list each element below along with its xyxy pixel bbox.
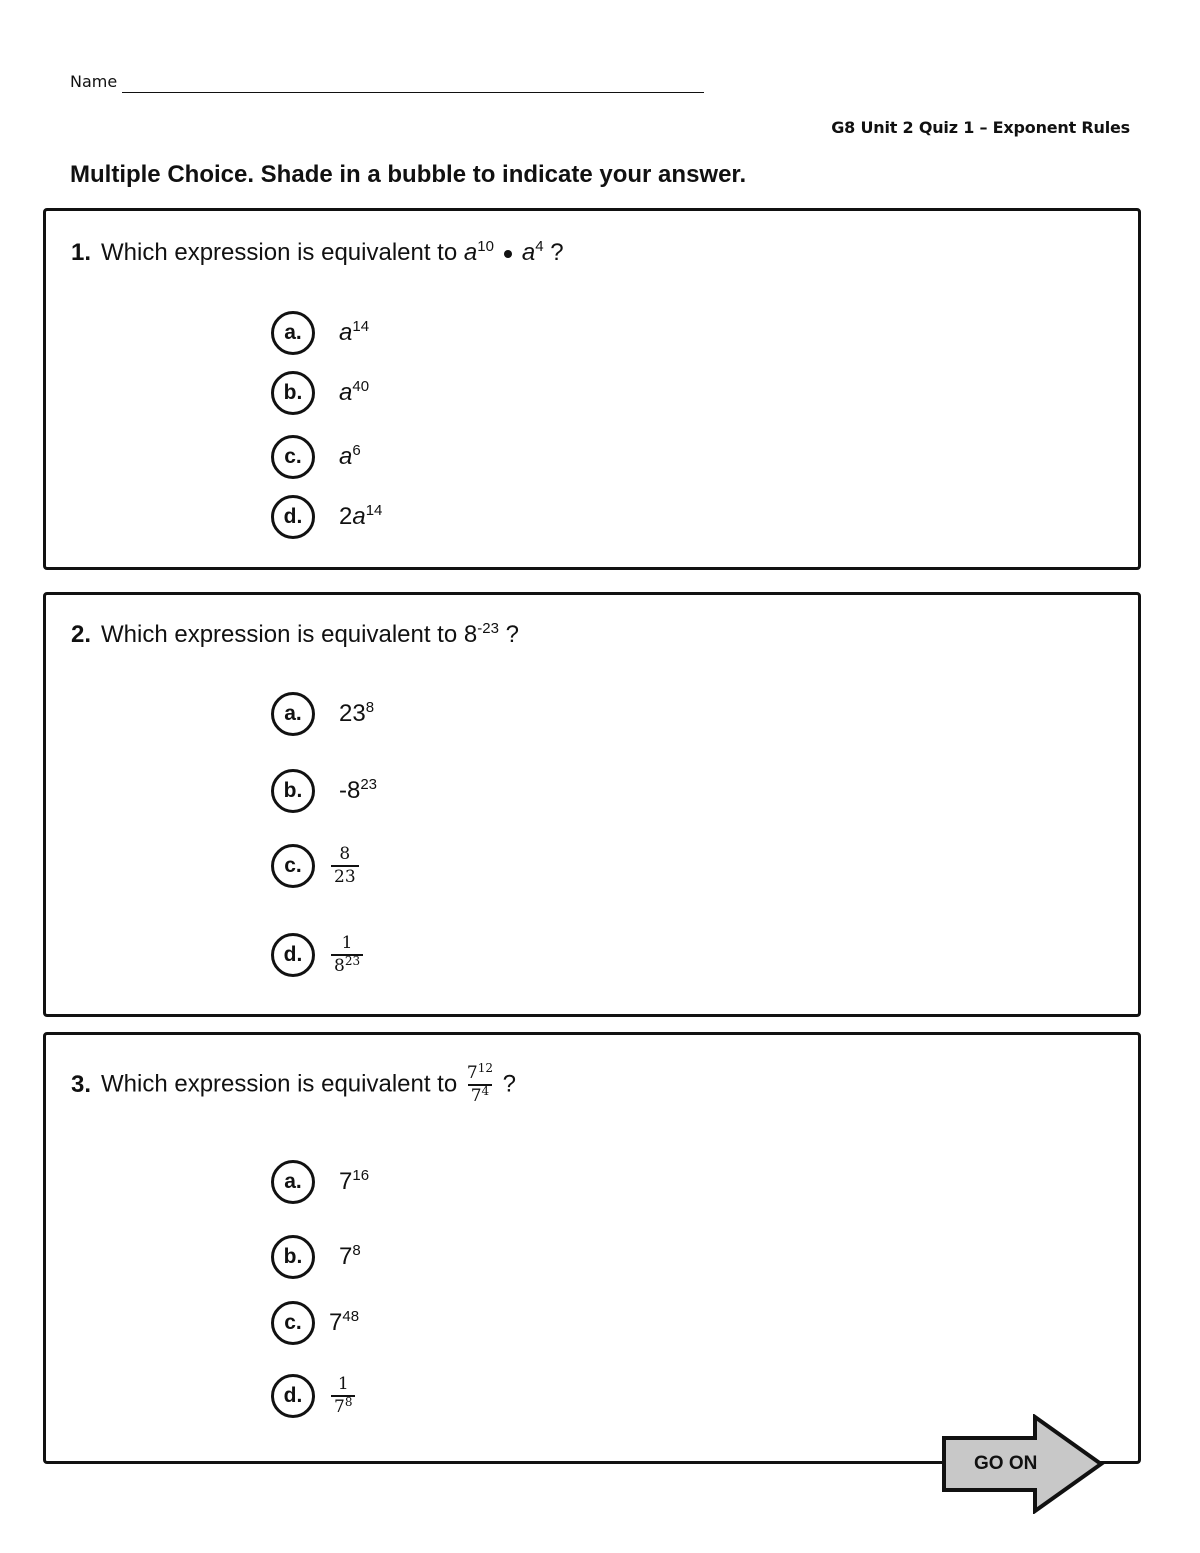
answer-bubble[interactable]: b. bbox=[271, 769, 315, 813]
answer-bubble[interactable]: d. bbox=[271, 495, 315, 539]
expr-base: 8 bbox=[463, 621, 478, 648]
answer-bubble[interactable]: c. bbox=[271, 844, 315, 888]
answer-text bbox=[334, 933, 363, 978]
question-mark: ? bbox=[550, 239, 564, 266]
answer-bubble[interactable]: b. bbox=[271, 371, 315, 415]
question-3-box bbox=[43, 1032, 1141, 1464]
expr-exponent: 10 bbox=[477, 238, 494, 255]
question-2-box bbox=[43, 592, 1141, 1017]
question-3-prompt bbox=[71, 1063, 516, 1108]
answer-text bbox=[334, 1374, 355, 1419]
answer-bubble[interactable]: c. bbox=[271, 435, 315, 479]
go-on-label: GO ON bbox=[974, 1453, 1038, 1474]
answer-bubble[interactable]: a. bbox=[271, 311, 315, 355]
answer-text bbox=[334, 844, 359, 889]
choice-2a[interactable] bbox=[271, 692, 374, 736]
choice-1a[interactable] bbox=[271, 311, 369, 355]
question-2-prompt bbox=[71, 621, 519, 649]
answer-bubble[interactable]: b. bbox=[271, 1235, 315, 1279]
quiz-title: G8 Unit 2 Quiz 1 – Exponent Rules bbox=[831, 118, 1130, 137]
instructions: Multiple Choice. Shade in a bubble to indicate your answer. bbox=[70, 161, 747, 188]
choice-3a[interactable] bbox=[271, 1160, 369, 1204]
answer-text: $7^8$ bbox=[339, 1242, 361, 1270]
answer-text: $7^{48}$ bbox=[329, 1308, 360, 1336]
question-mark: ? bbox=[505, 621, 519, 648]
expr-base: a bbox=[463, 239, 478, 266]
answer-text: $a^{40}$ bbox=[339, 378, 370, 406]
name-underline bbox=[122, 92, 704, 93]
question-number: 1. bbox=[71, 239, 92, 266]
answer-text: $a^{14}$ bbox=[339, 318, 370, 346]
question-mark: ? bbox=[502, 1070, 517, 1098]
choice-2d[interactable] bbox=[271, 933, 363, 978]
question-text: Which expression is equivalent to bbox=[101, 239, 458, 266]
choice-3b[interactable] bbox=[271, 1235, 361, 1279]
choice-2c[interactable] bbox=[271, 844, 359, 889]
answer-text: $-8^{23}$ bbox=[339, 776, 378, 804]
name-label: Name bbox=[70, 72, 118, 91]
answer-bubble[interactable]: d. bbox=[271, 933, 315, 977]
question-text: Which expression is equivalent to bbox=[101, 621, 458, 648]
question-1-prompt bbox=[71, 239, 564, 267]
choice-1b[interactable] bbox=[271, 371, 369, 415]
answer-text: $2a^{14}$ bbox=[339, 502, 383, 530]
expr-fraction: $\frac{7^{12}}{7^4}$ bbox=[466, 1061, 493, 1107]
answer-bubble[interactable]: a. bbox=[271, 1160, 315, 1204]
name-field[interactable] bbox=[70, 72, 710, 96]
answer-bubble[interactable]: a. bbox=[271, 692, 315, 736]
expr-exponent: -23 bbox=[477, 620, 499, 637]
fraction: $\frac{1}{8^{23}}$ bbox=[331, 933, 363, 978]
multiply-dot-icon bbox=[504, 250, 512, 258]
question-number: 2. bbox=[71, 621, 92, 648]
question-1-box bbox=[43, 208, 1141, 570]
answer-bubble[interactable]: c. bbox=[271, 1301, 315, 1345]
fraction: $\frac{1}{7^8}$ bbox=[331, 1374, 355, 1419]
choice-1c[interactable] bbox=[271, 435, 361, 479]
expr-base: a bbox=[521, 239, 536, 266]
answer-bubble[interactable]: d. bbox=[271, 1374, 315, 1418]
choice-2b[interactable] bbox=[271, 769, 377, 813]
fraction: $\frac{8}{23}$ bbox=[331, 844, 359, 889]
answer-text: $7^{16}$ bbox=[339, 1167, 370, 1195]
answer-text: $23^8$ bbox=[339, 699, 375, 727]
choice-3c[interactable] bbox=[271, 1301, 359, 1345]
expr-exponent: 4 bbox=[535, 238, 544, 255]
choice-1d[interactable] bbox=[271, 495, 382, 539]
question-text: Which expression is equivalent to bbox=[101, 1070, 458, 1098]
choice-3d[interactable] bbox=[271, 1374, 355, 1419]
answer-text: $a^6$ bbox=[339, 442, 361, 470]
question-number: 3. bbox=[71, 1070, 92, 1098]
